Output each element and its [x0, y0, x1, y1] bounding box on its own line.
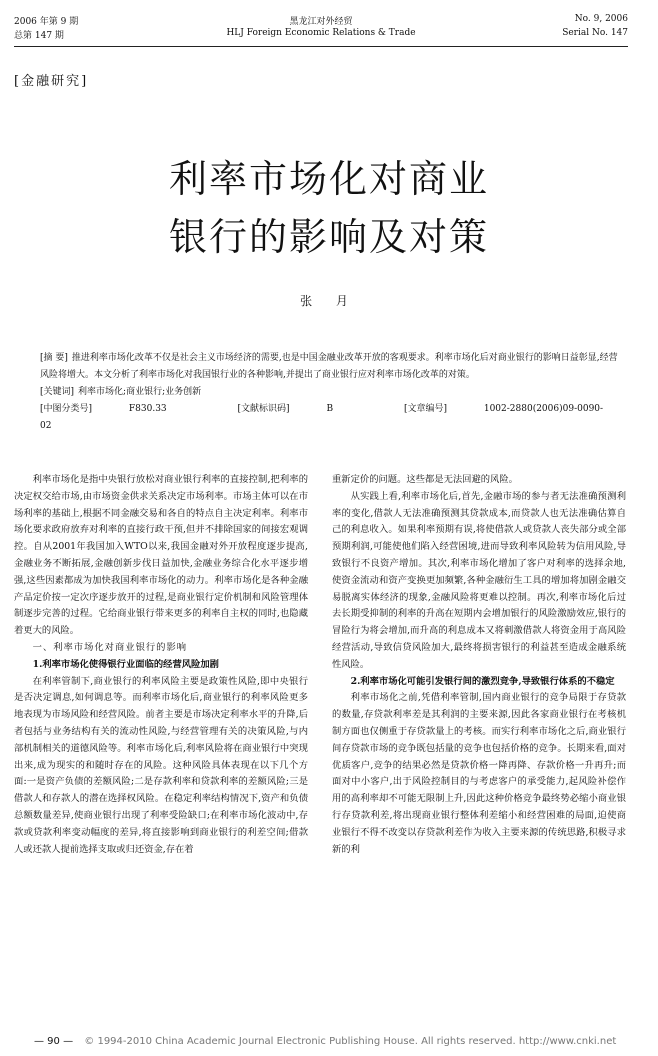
keywords — [40, 384, 618, 401]
subsection-heading: 1.利率市场化使得银行业面临的经营风险加剧 — [32, 658, 219, 670]
issue-label-en: No. 9, 2006 — [574, 14, 628, 24]
section-heading: 一、利率市场化对商业银行的影响 — [32, 641, 188, 653]
article-title — [0, 150, 658, 266]
keywords-label: [关键词] — [40, 387, 75, 397]
issue-label: 2006 年第 9 期 — [14, 17, 79, 27]
title-line-2: 银行的影响及对策 — [168, 215, 489, 259]
body-paragraph: 从实践上看,利率市场化后,首先,金融市场的参与者无法准确预测利率的变化,借款人无法准确预测其贷款成本,而贷款人也无法准确估算自己的利息收入。如果利率预期有误,将使借款人或贷款人丧失部分或全部预期利润,可能使他们陷入经营困境,进而导致利率风险转为信用风险,导致银行不良资产增加。其次,利率市场化增加了客户对利率的选择余地,使资金流动和资产变换更加频繁,各种金融衍生工具的增加将加剧金融交易脱离实体经济的现象,金融风险将更难以控制。再次,利率市场化后过去长期受抑制的利率的升高在短期内会增加银行的风险激励效应,银行的冒险行为将会增加,而升高的利息成本又将刺激借款人将资金用于高风险经营活动,导致信贷风险加大,最终将损害银行的利益甚至造成金融系统性风险。 — [332, 490, 626, 670]
abstract — [40, 350, 618, 384]
body-paragraph: 利率市场化之前,凭借利率管制,国内商业银行的竞争局限于存贷款的数量,存贷款利率差是其利润的主要来源,因此各家商业银行在考核机制方面也仅侧重于存贷款量上的考核。而实行利率市场化之后,商业银行间存贷款市场的竞争既包括量的竞争也包括价格的竞争。长期来看,面对优质客户,竞争的结果必然是贷款价格一降再降、存款价格一升再升;而面对中小客户,出于风险控制目的与考虑客户的承受能力,起风险补偿作用的高利率却不可能无限制上升,因此这种价格竞争最终势必缩小商业银行存贷款利差,将出现商业银行整体利差缩小和经营困难的局面,迫使商业银行不得不改变以存贷款利差作为收入主要来源的传统思路,积极寻求新的利 — [332, 692, 626, 855]
page-footer — [34, 1036, 650, 1047]
abstract-label: [摘 要] — [40, 353, 68, 363]
right-column — [332, 472, 626, 858]
classification — [40, 401, 618, 435]
journal-name-en: HLJ Foreign Economic Relations & Trade — [226, 28, 416, 38]
header-rule — [14, 46, 628, 47]
title-line-1: 利率市场化对商业 — [168, 157, 489, 201]
clc-code — [40, 404, 201, 414]
copyright-notice: © 1994-2010 China Academic Journal Electronic Publishing House. All rights reserved. http://www.cnki.net — [84, 1036, 617, 1047]
subsection-heading: 2.利率市场化可能引发银行间的激烈竞争,导致银行体系的不稳定 — [350, 675, 615, 687]
clc-value: F830.33 — [128, 404, 167, 414]
doc-value: B — [326, 404, 334, 414]
article-meta — [40, 350, 618, 435]
page-number: — 90 — — [34, 1036, 74, 1047]
body-paragraph: 利率市场化是指中央银行放松对商业银行利率的直接控制,把利率的决定权交给市场,由市场资金供求关系决定市场利率。市场主体可以在市场利率的基础上,根据不同金融交易和各自的特点自主决定利率。利率市场化要求政府放弃对利率的直接行政干预,但并不排除国家的间接宏观调控。自从2001年我国加入WTO以来,我国金融对外开放程度逐步提高,金融业务不断拓展,金融创新步伐日益加快,金融业务综合化水平逐步增强,这些因素都成为加快我国利率市场化的动力。利率市场化是各种金融产品定价按一定次序逐步放开的过程,是商业银行定价机制和风险管理体制逐步完善的过程。它给商业银行带来更多的利率自主权的同时,也隐藏着更大的风险。 — [14, 474, 308, 637]
journal-name-cn: 黑龙江对外经贸 — [289, 17, 353, 27]
clc-label: [中图分类号] — [40, 404, 93, 414]
art-value: 1002-2880(2006)09-0090-02 — [40, 404, 604, 431]
doc-code — [238, 404, 368, 414]
body-paragraph: 在利率管制下,商业银行的利率风险主要是政策性风险,即中央银行是否决定调息,如何调息等。而利率市场化后,商业银行的利率风险更多地表现为市场风险和经营风险。前者主要是市场决定利率水平的升降,后者包括与业务结构有关的流动性风险,与经营管理有关的决策风险,与内部机制相关的道德风险等。利率市场化后,利率风险将在商业银行中突现出来,成为现实的和随时存在的风险。这种风险具体表现在以下几个方面:一是资产负债的差额风险;二是存款利率和贷款利率的差额风险;三是借款人和存款人的潜在选择权风险。在稳定利率结构情况下,资产和负债总额数量差异,使商业银行出现了利率受险缺口;在利率市场化波动中,存款或贷款利率变动幅度的差异,将直接影响到商业银行的利差空间;借款人或还款人提前选择支取或归还资金,存在着 — [14, 675, 308, 855]
running-header — [14, 14, 628, 50]
serial-label: 总第 147 期 — [14, 31, 64, 41]
keywords-text: 利率市场化;商业银行;业务创新 — [78, 387, 202, 397]
section-label: [金融研究] — [14, 74, 89, 89]
serial-label-en: Serial No. 147 — [562, 28, 628, 38]
doc-label: [文献标识码] — [237, 404, 290, 414]
left-column — [14, 472, 308, 858]
art-label: [文章编号] — [403, 404, 447, 414]
author: 张 月 — [300, 294, 358, 308]
body-paragraph: 重新定价的问题。这些都是无法回避的风险。 — [332, 474, 518, 485]
abstract-text: 推进利率市场化改革不仅是社会主义市场经济的需要,也是中国金融业改革开放的客观要求。利率市场化后对商业银行的影响日益彰显,经营风险将增大。本文分析了利率市场化对我国银行业的各种影响,并提出了商业银行应对利率市场化改革的对策。 — [40, 353, 618, 380]
